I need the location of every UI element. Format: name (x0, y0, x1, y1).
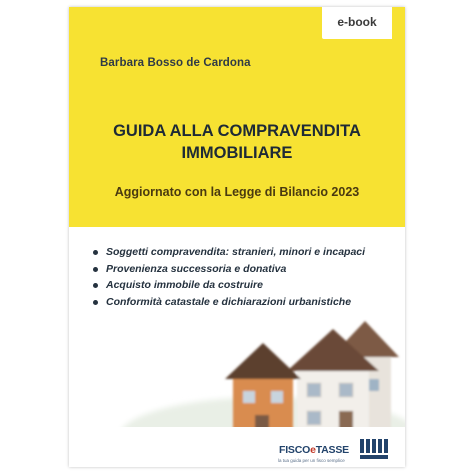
logo-word-fisco: FISCO (279, 444, 311, 456)
logo-word-tasse: TASSE (315, 444, 349, 456)
ebook-cover (69, 7, 405, 467)
topic-item: Provenienza successoria e donativa (93, 261, 365, 278)
ebook-badge: e-book (322, 7, 392, 39)
author-name: Barbara Bosso de Cardona (100, 57, 251, 69)
book-title-line-2: IMMOBILIARE (181, 144, 293, 162)
topic-item: Acquisto immobile da costruire (93, 277, 365, 294)
topic-item: Soggetti compravendita: stranieri, minori e incapaci (93, 244, 365, 261)
logo-word-e: e (310, 444, 316, 456)
topic-item: Conformità catastale e dichiarazioni urbanistiche (93, 294, 365, 311)
logo-tagline: la tua guida per un fisco semplice (278, 458, 345, 463)
book-subtitle: Aggiornato con la Legge di Bilancio 2023 (114, 185, 360, 199)
book-title-line-1: GUIDA ALLA COMPRAVENDITA (113, 122, 361, 140)
book-title (69, 120, 405, 164)
publisher-logo-icon (359, 437, 389, 461)
cover-footer (69, 427, 405, 467)
fisco-e-tasse-logo (279, 444, 349, 456)
